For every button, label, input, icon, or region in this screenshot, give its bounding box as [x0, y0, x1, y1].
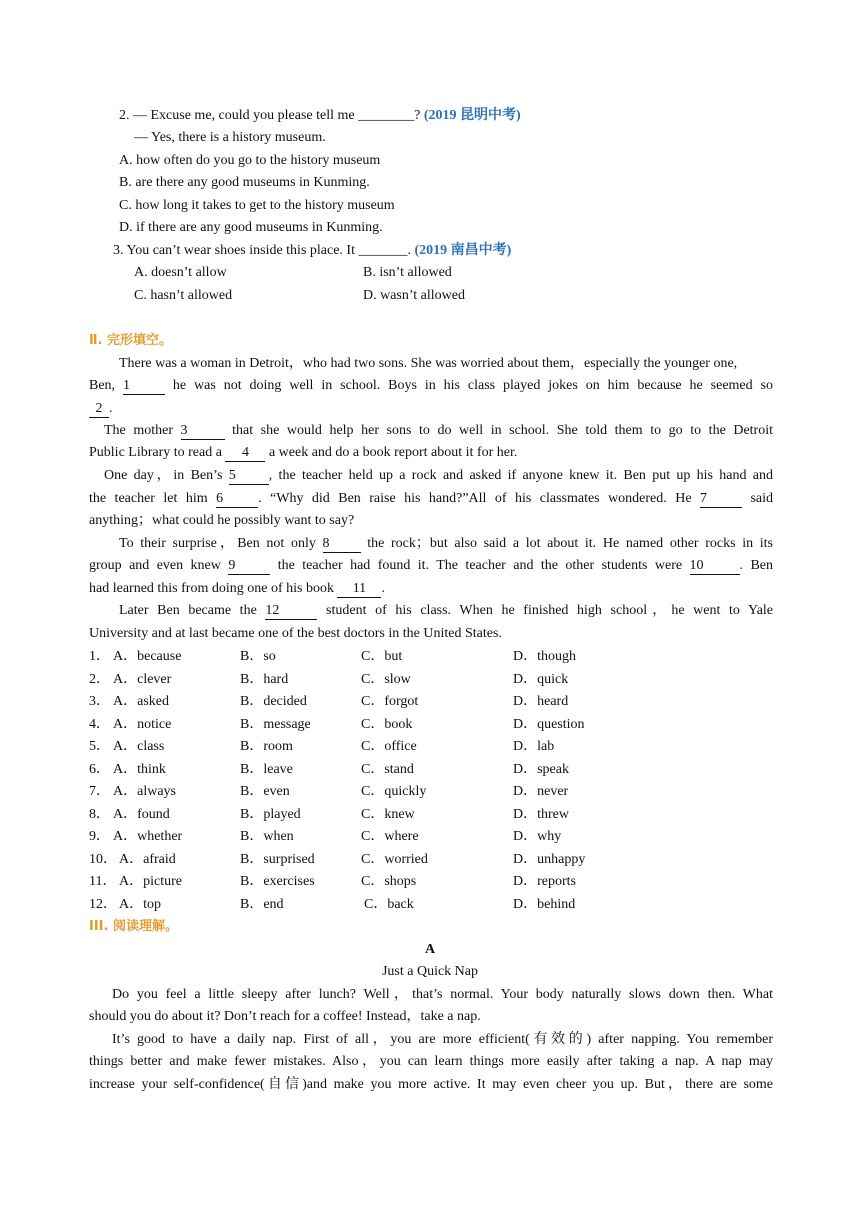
cloze-line: group and even knew 9 the teacher had found it. The teacher and the other students were 10 . Ben	[89, 558, 774, 573]
choice-option-d[interactable]: D．quick	[513, 671, 569, 687]
choice-option-a[interactable]: A．notice	[113, 716, 172, 732]
question-3-option-a: A. doesn’t allow	[134, 265, 227, 280]
choice-option-c[interactable]: C．slow	[361, 671, 411, 687]
choice-number: 7．	[89, 784, 110, 799]
choice-number: 9．	[89, 829, 110, 844]
choice-option-a[interactable]: A．top	[119, 896, 161, 912]
choice-option-b[interactable]: B．when	[240, 829, 294, 844]
passage-line: should you do about it? Don’t reach for a coffee! Instead，take a nap.	[89, 1009, 481, 1024]
cloze-blank[interactable]: 4	[225, 444, 265, 462]
choice-number: 5．	[89, 739, 110, 754]
choice-option-d[interactable]: D．behind	[513, 896, 576, 912]
cloze-line: To their surprise，Ben not only 8 the rock；but also said a lot about it. He named other rocks in its	[119, 536, 774, 551]
choice-option-a[interactable]: A．always	[113, 784, 176, 799]
question-3-option-d: D. wasn’t allowed	[363, 288, 465, 303]
choice-number: 8．	[89, 806, 110, 822]
cloze-blank[interactable]: 3	[181, 422, 225, 440]
passage-title: Just a Quick Nap	[381, 964, 479, 979]
cloze-line: The mother 3 that she would help her sons to do well in school. She told them to go to the Detroit	[104, 423, 773, 438]
choice-option-a[interactable]: A．because	[113, 649, 182, 664]
question-3-option-b: B. isn’t allowed	[363, 265, 452, 280]
choice-option-d[interactable]: D．though	[513, 649, 576, 664]
cloze-blank[interactable]: 6	[216, 490, 258, 508]
question-2-source: (2019 昆明中考)	[423, 108, 521, 123]
choice-option-b[interactable]: B．room	[240, 739, 293, 754]
choice-option-c[interactable]: C．quickly	[361, 784, 427, 799]
choice-option-b[interactable]: B．played	[240, 806, 301, 822]
choice-option-d[interactable]: D．reports	[513, 874, 576, 889]
choice-option-a[interactable]: A．whether	[113, 829, 183, 844]
cloze-blank[interactable]: 9	[228, 557, 270, 575]
question-3-option-c: C. hasn’t allowed	[134, 288, 233, 303]
passage-line: increase your self-confidence(自信)and make you more active. It may even cheer you up. But，there are some	[89, 1077, 773, 1092]
choice-option-a[interactable]: A．asked	[113, 694, 169, 709]
choice-option-b[interactable]: B．leave	[240, 761, 293, 777]
choice-option-a[interactable]: A．clever	[113, 671, 172, 687]
cloze-blank[interactable]: 1	[123, 377, 165, 395]
choice-option-c[interactable]: C．office	[361, 739, 417, 754]
choice-number: 10．	[89, 851, 117, 867]
cloze-line: Ben, 1 he was not doing well in school. Boys in his class played jokes on him because he seemed so	[89, 378, 774, 393]
passage-line: Do you feel a little sleepy after lunch? Well，that’s normal. Your body naturally slows down then. What	[112, 987, 773, 1002]
choice-option-d[interactable]: D．question	[513, 716, 585, 732]
cloze-line: anything；what could he possibly want to say?	[89, 513, 355, 528]
choice-number: 3．	[89, 694, 110, 709]
cloze-line: Public Library to read a 4 a week and do a book report about it for her.	[89, 445, 518, 460]
choice-option-b[interactable]: B．so	[240, 649, 276, 664]
choice-option-d[interactable]: D．never	[513, 784, 569, 799]
cloze-line: One day，in Ben’s 5 , the teacher held up a rock and asked if anyone knew it. Ben put up his hand and	[104, 468, 773, 483]
choice-option-a[interactable]: A．class	[113, 739, 165, 754]
choice-option-b[interactable]: B．even	[240, 784, 290, 799]
choice-option-d[interactable]: D．unhappy	[513, 851, 586, 867]
choice-option-c[interactable]: C．book	[361, 716, 413, 732]
choice-option-a[interactable]: A．picture	[119, 874, 182, 889]
choice-option-d[interactable]: D．speak	[513, 761, 569, 777]
cloze-line: 2 .	[89, 398, 113, 420]
choice-option-c[interactable]: C．but	[361, 649, 403, 664]
choice-option-c[interactable]: C．stand	[361, 761, 414, 777]
choice-option-c[interactable]: C．shops	[361, 874, 417, 889]
question-2-option-a: A. how often do you go to the history museum	[119, 153, 381, 168]
cloze-line: There was a woman in Detroit，who had two sons. She was worried about them，especially the younger one,	[119, 356, 738, 371]
passage-letter: A	[424, 942, 436, 957]
cloze-line: University and at last became one of the best doctors in the United States.	[89, 626, 502, 641]
choice-option-b[interactable]: B．exercises	[240, 874, 315, 889]
choice-option-b[interactable]: B．message	[240, 716, 311, 732]
cloze-section-heading: Ⅱ. 完形填空。	[89, 333, 173, 348]
cloze-blank[interactable]: 10	[690, 557, 740, 575]
choice-number: 4．	[89, 716, 110, 732]
question-2-option-b: B. are there any good museums in Kunming.	[119, 175, 370, 190]
question-2-stem	[119, 105, 521, 127]
cloze-blank[interactable]: 11	[337, 580, 381, 598]
cloze-blank[interactable]: 7	[700, 490, 742, 508]
cloze-line: the teacher let him 6 . “Why did Ben raise his hand?”All of his classmates wondered. He 7 said	[89, 491, 774, 506]
question-3-stem	[113, 240, 511, 262]
choice-option-d[interactable]: D．heard	[513, 694, 569, 709]
choice-option-d[interactable]: D．threw	[513, 806, 569, 822]
choice-option-c[interactable]: C．worried	[361, 851, 428, 867]
choice-option-c[interactable]: C．back	[364, 896, 414, 912]
reading-section-heading: III. 阅读理解。	[89, 919, 178, 934]
cloze-line: had learned this from doing one of his book 11 .	[89, 581, 385, 596]
cloze-line: Later Ben became the 12 student of his class. When he finished high school，he went to Yale	[119, 603, 774, 618]
choice-number: 2．	[89, 671, 110, 687]
cloze-blank[interactable]: 8	[323, 535, 361, 553]
choice-option-a[interactable]: A．afraid	[119, 851, 176, 867]
choice-option-c[interactable]: C．where	[361, 829, 419, 844]
question-3-text: 3. You can’t wear shoes inside this place. It _______.	[113, 243, 411, 258]
passage-line: things better and make fewer mistakes. Also，you can learn things more easily after taking a nap. A nap may	[89, 1054, 773, 1069]
choice-option-a[interactable]: A．think	[113, 761, 166, 777]
choice-option-b[interactable]: B．end	[240, 896, 284, 912]
question-2-text: 2. — Excuse me, could you please tell me ________?	[119, 108, 421, 123]
choice-number: 11．	[89, 874, 117, 889]
question-2-option-c: C. how long it takes to get to the history museum	[119, 198, 395, 213]
choice-option-d[interactable]: D．why	[513, 829, 562, 844]
question-2-reply: — Yes, there is a history museum.	[134, 130, 326, 145]
choice-option-c[interactable]: C．forgot	[361, 694, 419, 709]
choice-number: 1．	[89, 649, 110, 664]
passage-line: It’s good to have a daily nap. First of all，you are more efficient(有效的) after napping. You remember	[112, 1032, 773, 1047]
choice-option-b[interactable]: B．decided	[240, 694, 307, 709]
cloze-blank[interactable]: 5	[229, 467, 269, 485]
question-2-option-d: D. if there are any good museums in Kunming.	[119, 220, 383, 235]
cloze-blank[interactable]: 12	[265, 602, 317, 620]
choice-option-d[interactable]: D．lab	[513, 739, 555, 754]
choice-option-a[interactable]: A．found	[113, 806, 170, 822]
question-3-source: (2019 南昌中考)	[414, 243, 512, 258]
choice-option-b[interactable]: B．hard	[240, 671, 289, 687]
cloze-blank[interactable]: 2	[89, 400, 109, 418]
choice-number: 6．	[89, 761, 110, 777]
choice-option-b[interactable]: B．surprised	[240, 851, 315, 867]
choice-option-c[interactable]: C．knew	[361, 806, 415, 822]
choice-number: 12．	[89, 896, 117, 912]
